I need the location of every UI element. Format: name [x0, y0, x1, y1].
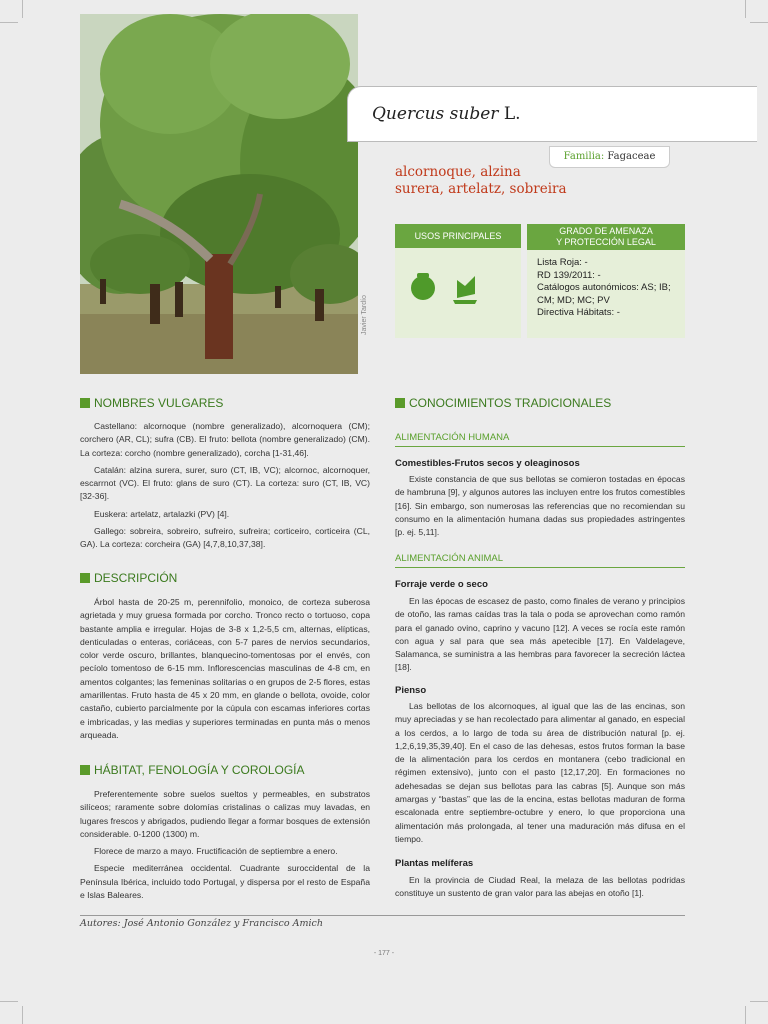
food-icon — [411, 273, 435, 300]
threat-header-line: GRADO DE AMENAZA — [559, 226, 653, 236]
pienso-paragraph: Las bellotas de los alcornoques, al igual que las de las encinas, son muy apreciadas y se han recolectado para alimentar al ganado, en especial a los cerdos, a lo largo de toda su área de distribución natural [p. ej. 1,2,6,19,35,39,40]. En el caso de las dehesas, estos frutos forman la base de la alimentación para los cerdos en montanera (cebo tradicional en régimen extensivo), junto con el pasto [12,17,20]. En formaciones no adehesadas se dejan sus bellotas para las cabras [5]. Aunque son más amargas y “bastas” que las de la encina, estas bellotas maduran de forma escalonada entre septiembre-octubre y enero, lo que proporciona una alimentación más prolongada, al tener una maduración más difusa en el tiempo. — [395, 701, 685, 844]
species-name: Quercus suber — [372, 104, 499, 124]
common-names — [395, 164, 567, 198]
family-tab — [549, 146, 670, 168]
forraje-title: Forraje verde o seco — [395, 579, 488, 590]
descripcion-text — [80, 596, 370, 746]
habitat-paragraph: Preferentemente sobre suelos sueltos y permeables, en substratos silíceos; raramente sobre dolomías cristalinas o calizas muy lavadas, en lugares frescos y abrigados, pudiendo llegar a formar bosques de extensión considerable. 0-1200 (1300) m. — [80, 789, 370, 839]
threat-header-line: Y PROTECCIÓN LEGAL — [556, 237, 656, 247]
species-author: L. — [503, 104, 521, 124]
cork-oak-illustration — [80, 14, 358, 374]
section-square-icon — [80, 765, 90, 775]
crop-mark — [22, 1006, 23, 1024]
crop-mark — [0, 1001, 18, 1002]
meliferas-text — [395, 874, 685, 905]
descripcion-paragraph: Árbol hasta de 20-25 m, perennifolio, monoico, de corteza suberosa agrietada y muy gruesa formada por corcho. Tronco recto o tortuoso, copa bastante amplia e irregular. Hojas de 3-8 x 1,2-5,5 cm, alternas, elípticas, denticuladas o enteras, coriáceas, con 5-7 pares de nervios secundarios, color verde oscuro, brillantes, blanquecino-tomentosas por el envés, con pecíolo tomentoso de 6-15 mm. Inflorescencias masculinas de 4-8 cm, en amentos colgantes; las femeninas solitarias o en grupos de 2-5 flores, estas amarillentas. Fruto hasta de 45 x 20 mm, en glande o bellota, ovoide, color castaño, cubierto parcialmente por la cúpula con escamas inferiores cortas e imbricadas, y las medias y superiores terminadas en punta más o menos arqueada. — [80, 597, 370, 740]
pienso-text — [395, 700, 685, 850]
section-square-icon — [80, 398, 90, 408]
subsection-alimentacion-animal: ALIMENTACIÓN ANIMAL — [395, 553, 685, 568]
nombres-text — [80, 420, 370, 556]
common-names-line: alcornoque, alzina — [395, 164, 521, 180]
nombres-title: NOMBRES VULGARES — [94, 396, 224, 410]
section-square-icon — [80, 573, 90, 583]
crop-mark — [0, 22, 18, 23]
fodder-icon — [453, 276, 477, 304]
descripcion-heading — [80, 571, 177, 585]
conocimientos-heading — [395, 396, 611, 410]
threat-line: CM; MD; MC; PV — [537, 294, 610, 306]
comestibles-paragraph: Existe constancia de que sus bellotas se comieron tostadas en épocas de hambruna [9], y algunos autores las incluyen entre los frutos comestibles [16]. Sin embargo, son numerosas las referencias que no recomiendan su consumo en la alimentación humana dadas sus propiedades astringentes [p. ej. 5,11]. — [395, 474, 685, 538]
uses-icons — [395, 262, 521, 322]
habitat-heading — [80, 763, 305, 777]
nombres-paragraph: Euskera: artelatz, artalazki (PV) [4]. — [94, 508, 230, 519]
section-square-icon — [395, 398, 405, 408]
comestibles-title: Comestibles-Frutos secos y oleaginosos — [395, 458, 580, 469]
nombres-paragraph: Catalán: alzina surera, surer, suro (CT, IB, VC); alcornoc, alcornoquer, escarrnot (VC). El fruto: glans de suro (CT). La corteza: suro (CT, IB, VC) [32-36]. — [80, 464, 370, 502]
nombres-paragraph: Gallego: sobreira, sobreiro, sufreiro, sufreira; corticeiro, corticeira (CL, GA). La corteza: corcheira (GA) [4,7,8,10,37,38]. — [80, 526, 370, 550]
threat-line: Catálogos autonómicos: AS; IB; — [537, 282, 671, 293]
species-title — [372, 104, 521, 124]
crop-mark — [745, 0, 746, 18]
threat-header — [527, 224, 685, 250]
crop-mark — [22, 0, 23, 18]
pienso-title: Pienso — [395, 685, 427, 696]
tree-photo — [80, 14, 358, 374]
uses-header: USOS PRINCIPALES — [395, 224, 521, 248]
threat-box — [527, 224, 685, 338]
authors-footer: Autores: José Antonio González y Francisco Amich — [80, 915, 685, 929]
threat-line: Lista Roja: - — [537, 257, 588, 268]
threat-list — [527, 250, 685, 320]
crop-mark — [750, 22, 768, 23]
meliferas-paragraph: En la provincia de Ciudad Real, la melaza de las bellotas podridas constituye un sustento de gran valor para las abejas en otoño [1]. — [395, 875, 685, 899]
meliferas-title: Plantas melíferas — [395, 858, 474, 869]
photo-credit: Javier Tardío — [361, 295, 368, 335]
page-number: - 177 - — [373, 950, 395, 957]
nombres-heading — [80, 396, 223, 410]
threat-line: RD 139/2011: - — [537, 269, 601, 281]
habitat-text — [80, 788, 370, 906]
habitat-title: HÁBITAT, FENOLOGÍA Y COROLOGÍA — [94, 763, 305, 777]
family-value: Fagaceae — [607, 151, 656, 162]
habitat-paragraph: Especie mediterránea occidental. Cuadrante suroccidental de la Península Ibérica, incluido todo Portugal, y dispersa por el resto de España e Islas Baleares. — [80, 863, 370, 901]
common-names-line: surera, artelatz, sobreira — [395, 181, 567, 197]
threat-line: Directiva Hábitats: - — [537, 307, 620, 318]
family-label: Familia: — [563, 151, 605, 162]
forraje-paragraph: En las épocas de escasez de pasto, como finales de verano y principios de otoño, las ramas caídas tras la tala o poda se aprovechan como ramón para el ganado ovino, caprino y vacuno [12]. A veces se rocía este ramón con agua y sal para que sea más apetecible [17]. En Valdelageve, Salamanca, se suministra a las hembras para favorecer la secreción láctea [18]. — [395, 596, 685, 673]
crop-mark — [750, 1001, 768, 1002]
nombres-paragraph: Castellano: alcornoque (nombre generalizado), alcornoquera (CM); corchero (AR, CL); sufra (CB). El fruto: bellota (nombre generalizado) (CM). La corteza: corcho (nombre generalizado), corcha [1-31,46]. — [80, 421, 370, 458]
conocimientos-title: CONOCIMIENTOS TRADICIONALES — [409, 396, 612, 410]
subsection-alimentacion-humana: ALIMENTACIÓN HUMANA — [395, 432, 685, 447]
descripcion-title: DESCRIPCIÓN — [94, 571, 178, 585]
habitat-paragraph: Florece de marzo a mayo. Fructificación de septiembre a enero. — [94, 846, 338, 857]
crop-mark — [745, 1006, 746, 1024]
forraje-text — [395, 595, 685, 679]
uses-box — [395, 224, 521, 338]
comestibles-text — [395, 473, 685, 543]
